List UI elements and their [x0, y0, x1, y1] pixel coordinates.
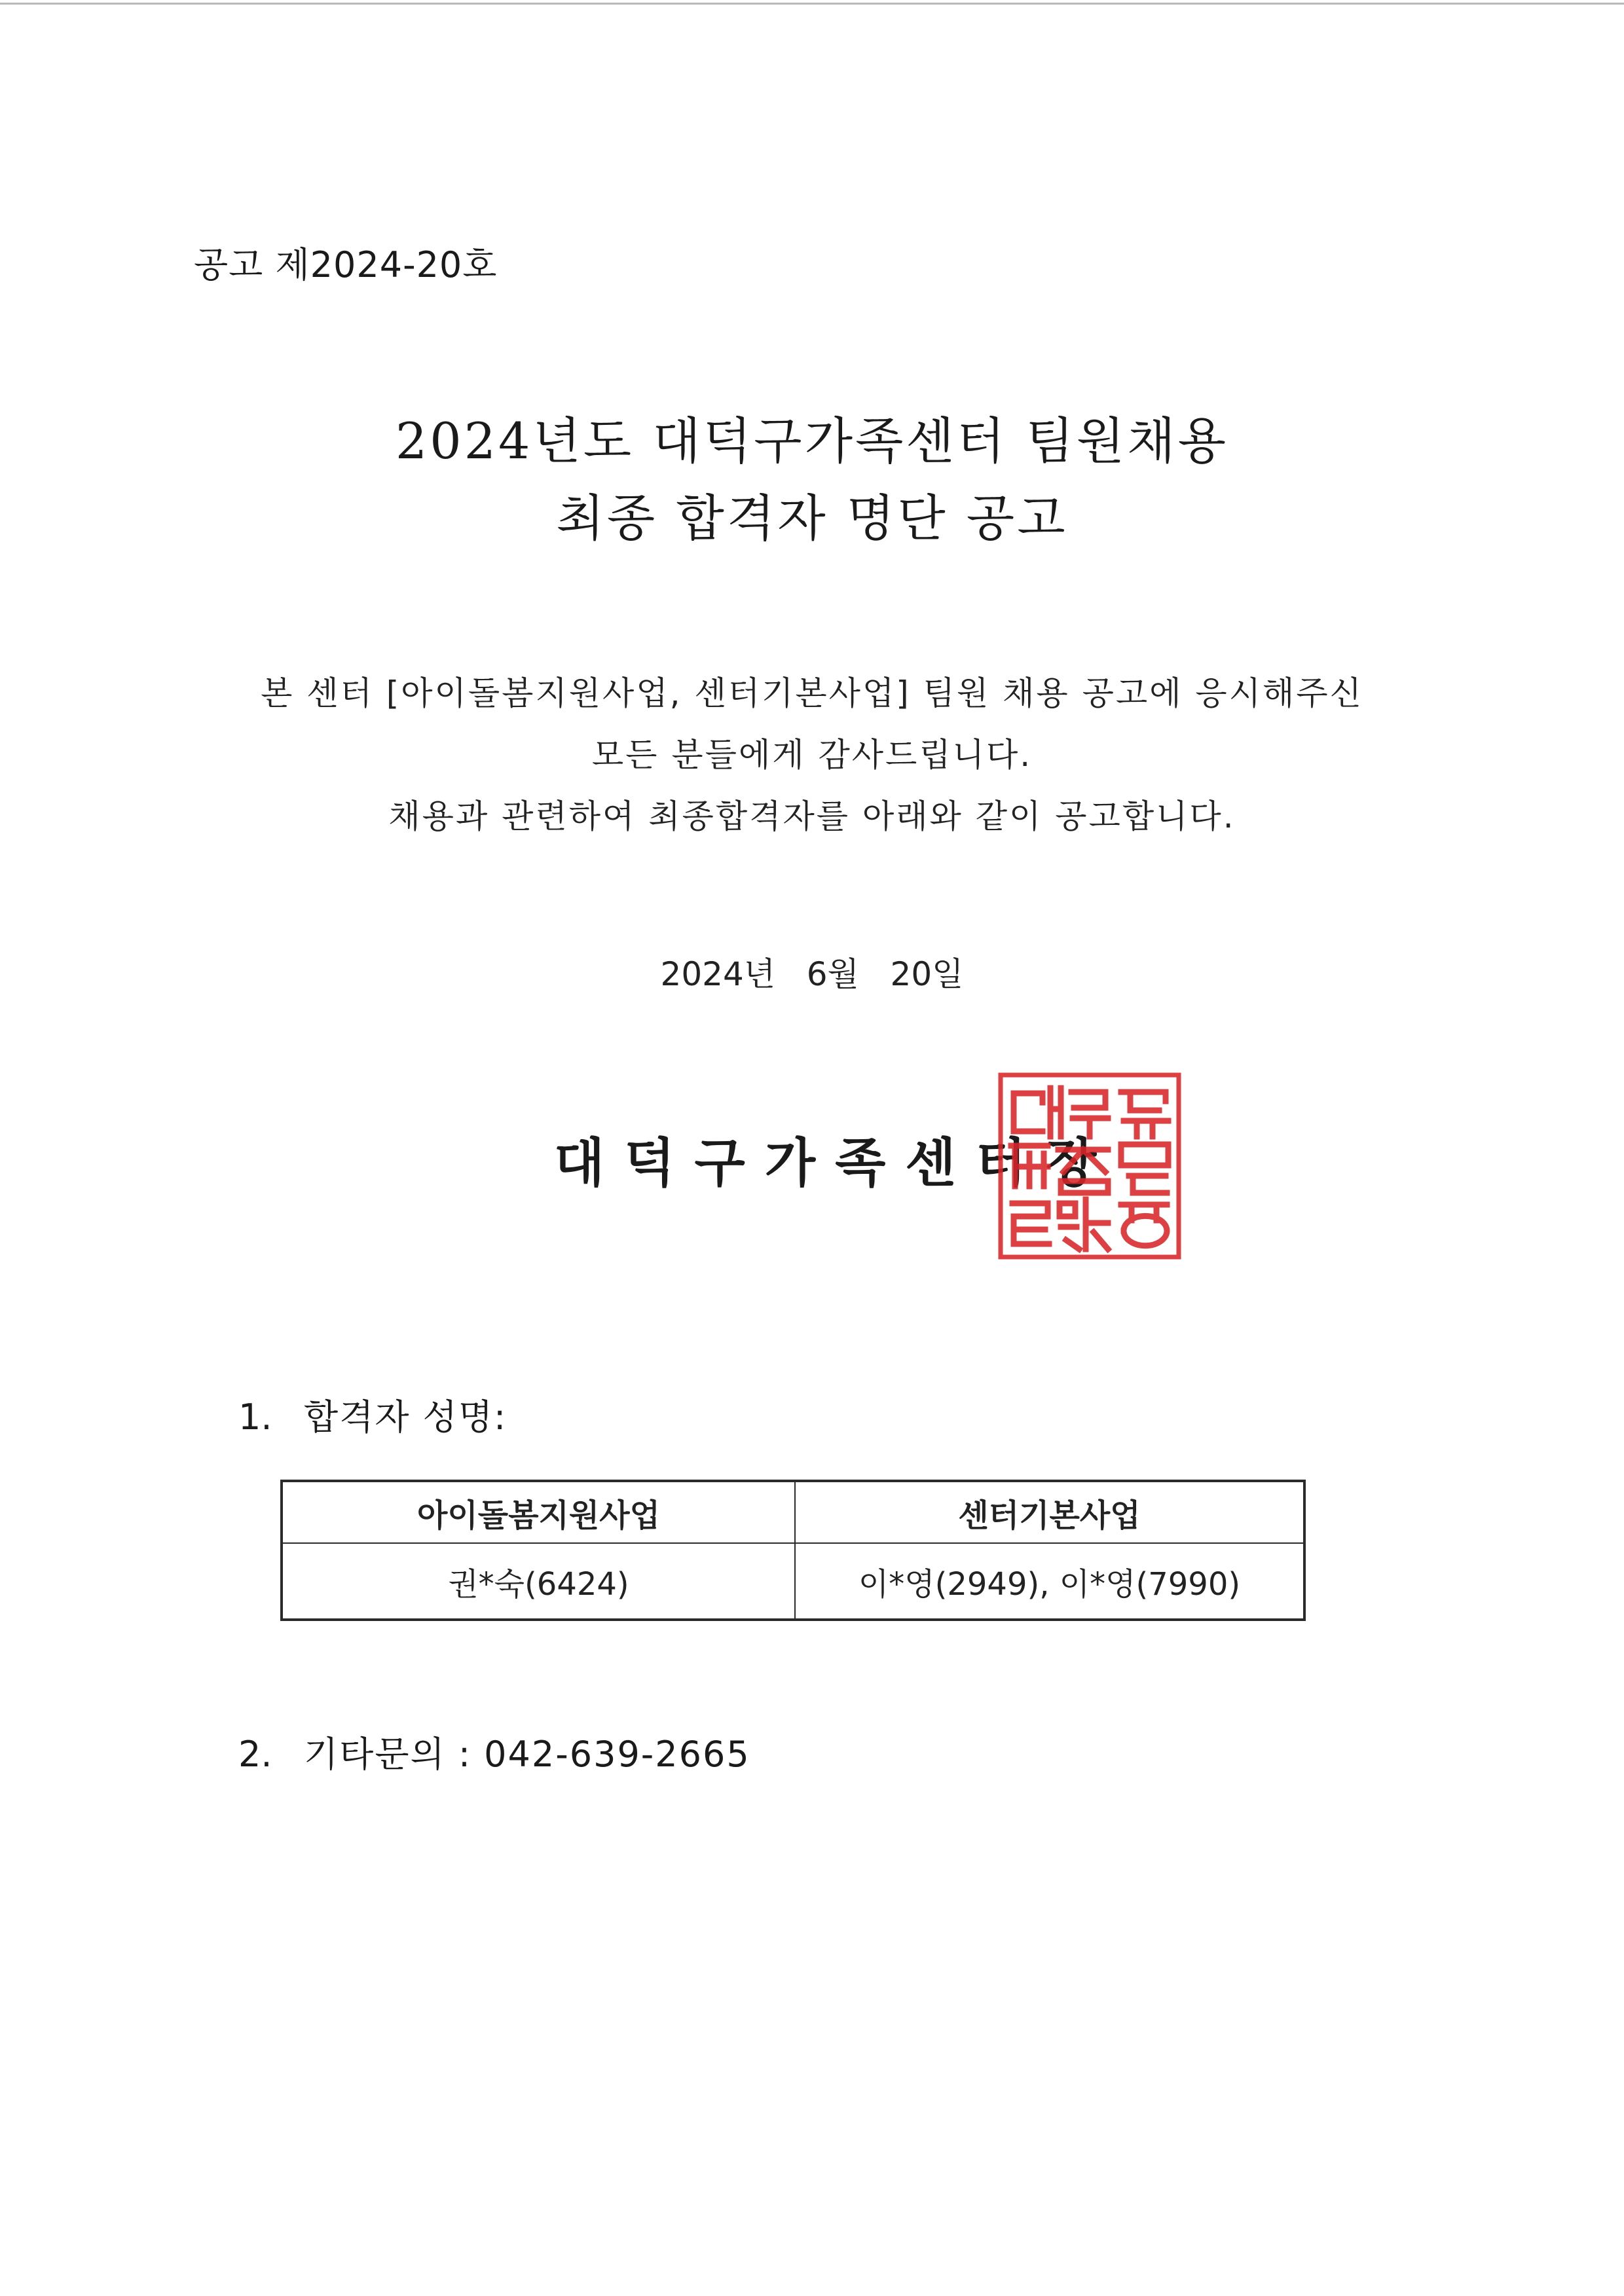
section-2-number: 2.: [238, 1734, 272, 1775]
official-seal-stamp: [995, 1068, 1185, 1265]
section-1-title: 합격자 성명:: [304, 1396, 507, 1438]
section-1-number: 1.: [238, 1396, 272, 1438]
table-cell-childcare-passers: 권*숙(6424): [283, 1544, 796, 1618]
table-header-childcare: 아이돌봄지원사업: [283, 1482, 796, 1544]
table-cell-center-basic-passers: 이*영(2949), 이*영(7990): [858, 1565, 1241, 1603]
intro-paragraph: [0, 663, 1624, 847]
document-title: [0, 403, 1624, 557]
title-line-2: 최종 합격자 명단 공고: [556, 489, 1068, 547]
passers-table: [280, 1480, 1306, 1621]
announcement-date: 2024년 6월 20일: [660, 955, 964, 993]
issuer-name: 대덕구가족센터장: [554, 1132, 1116, 1194]
intro-line-3: 채용과 관련하여 최종합격자를 아래와 같이 공고합니다.: [388, 797, 1236, 835]
notice-number: 공고 제2024-20호: [194, 244, 498, 285]
table-header-center-basic: 센터기본사업: [796, 1482, 1303, 1544]
title-line-1: 2024년도 대덕구가족센터 팀원채용: [395, 412, 1229, 470]
intro-line-1: 본 센터 [아이돌봄지원사업, 센터기본사업] 팀원 채용 공고에 응시해주신: [261, 674, 1363, 712]
intro-line-2: 모든 분들에게 감사드립니다.: [591, 736, 1033, 774]
page-top-rule: [0, 3, 1624, 5]
section-inquiry-heading: [238, 1726, 750, 1777]
section-passers-heading: [238, 1389, 507, 1440]
section-2-contact: 기타문의 : 042-639-2665: [304, 1734, 750, 1775]
